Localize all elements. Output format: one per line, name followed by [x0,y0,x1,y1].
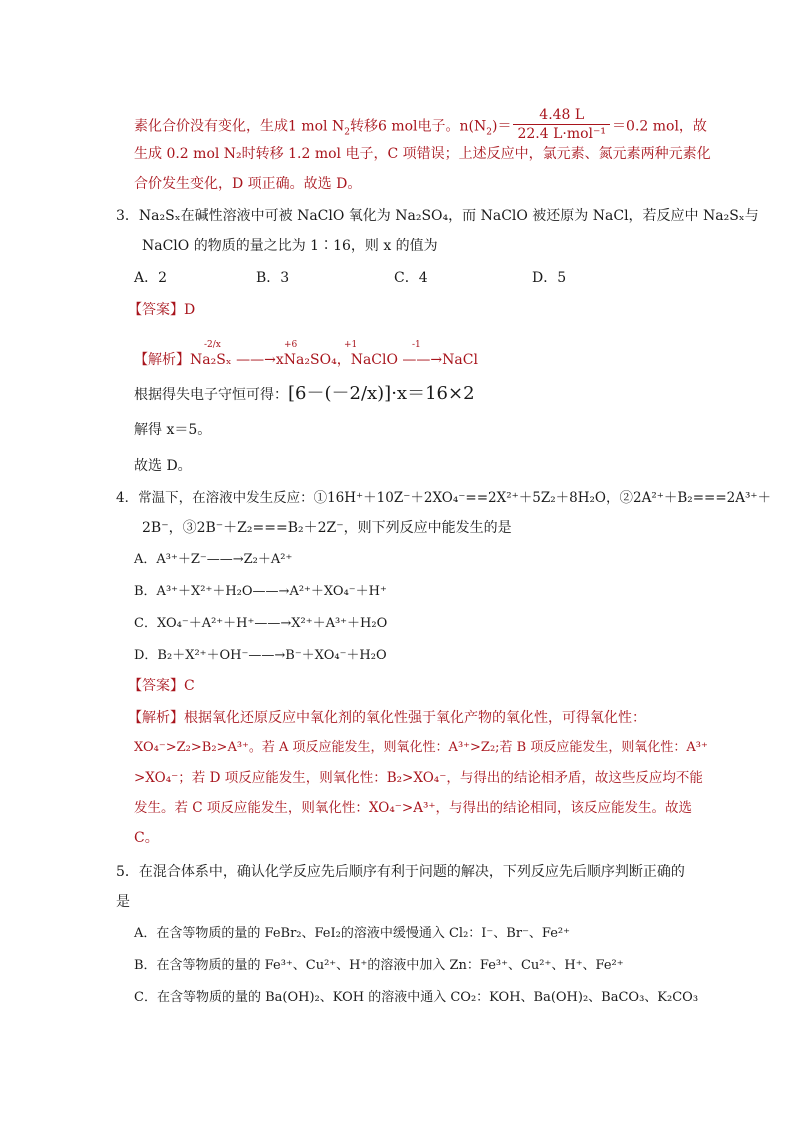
q3-option-c: C．4 [394,270,428,286]
q3-answer [128,300,195,320]
q3-conservation: 根据得失电子守恒可得：[6－(－2/x)]·x＝16×2 [134,383,475,404]
q3-option-d: D．5 [532,270,567,286]
q3-solve: 解得 x＝5。 [134,422,212,438]
q4-option-d: D．B₂＋X²⁺＋OH⁻——→B⁻＋XO₄⁻＋H₂O [134,648,387,663]
q3-option-a: A．2 [134,270,168,286]
q4-option-c: C．XO₄⁻＋A²⁺＋H⁺——→X²⁺＋A³⁺＋H₂O [134,616,388,631]
answer-value: D [184,302,196,318]
analysis-formula: Na₂Sₓ ——→xNa₂SO₄，NaClO ——→NaCl [190,352,478,368]
q3-stem-line2: NaClO 的物质的量之比为 1∶16，则 x 的值为 [142,238,438,254]
q2-analysis-line3: 合价发生变化，D 项正确。故选 D。 [134,176,362,192]
analysis-label: 【解析】 [134,352,190,368]
q4-stem-line1: 4．常温下，在溶液中发生反应：①16H⁺＋10Z⁻＋2XO₄⁻==2X²⁺＋5Z₂＋8H₂O，②2A²⁺＋B₂===2A³⁺＋ [116,490,772,506]
ox-state-cl1: +1 [344,340,358,350]
q2-fraction: $\frac{4.48 L}{\text{22.4 L·mol⁻¹}}$ [513,106,610,143]
ox-state-clm1: -1 [412,340,421,350]
q5-stem-line1: 5．在混合体系中，确认化学反应先后顺序有利于问题的解决，下列反应先后顺序判断正确的 [116,864,685,880]
ox-state-s: -2/x [204,340,221,350]
q5-stem-line2: 是 [116,894,130,910]
q4-option-a: A．A³⁺＋Z⁻——→Z₂＋A²⁺ [134,552,293,567]
q4-analysis-line2: XO₄⁻>Z₂>B₂>A³⁺。若 A 项反应能发生，则氧化性：A³⁺>Z₂;若 B 项反应能发生，则氧化性：A³⁺ [134,740,708,755]
q2-analysis-line1: 素化合价没有变化，生成1 mol $N_2$转移6 mol电子。$n(N_2)=$ $\frac{4.48 L}{\text{22.4 L·mol⁻¹}}$ ＝0.2 mol，故 [134,107,707,142]
analysis-label: 【解析】 [128,710,184,726]
q5-option-c: C．在含等物质的量的 Ba(OH)₂、KOH 的溶液中通入 CO₂：KOH、Ba(OH)₂、BaCO₃、K₂CO₃ [134,990,699,1005]
q3-choose: 故选 D。 [134,458,192,474]
conservation-formula: [6－(－2/x)]·x＝16×2 [288,383,475,404]
q3-option-b: B．3 [256,270,290,286]
q3-stem-line1: 3．Na₂Sₓ在碱性溶液中可被 NaClO 氧化为 Na₂SO₄，而 NaClO 被还原为 NaCl，若反应中 Na₂Sₓ与 [116,208,759,224]
answer-label: 【答案】 [128,678,184,694]
q3-analysis-line [134,350,478,370]
q5-option-b: B．在含等物质的量的 Fe³⁺、Cu²⁺、H⁺的溶液中加入 Zn：Fe³⁺、Cu²⁺、H⁺、Fe²⁺ [134,958,624,973]
q4-stem-line2: 2B⁻，③2B⁻＋Z₂===B₂＋2Z⁻，则下列反应中能发生的是 [142,520,512,536]
q4-analysis-line4: 发生。若 C 项反应能发生，则氧化性：XO₄⁻>A³⁺，与得出的结论相同，该反应能发生。故选 [134,800,692,816]
q4-option-b: B．A³⁺＋X²⁺＋H₂O——→A²⁺＋XO₄⁻＋H⁺ [134,584,387,599]
q4-answer [128,676,195,696]
ox-state-s6: +6 [284,340,298,350]
q4-analysis-line3: >XO₄⁻；若 D 项反应能发生，则氧化性：B₂>XO₄⁻，与得出的结论相矛盾，故这些反应均不能 [134,770,703,786]
answer-value: C [184,678,195,694]
q4-analysis-line5: C。 [134,830,159,846]
q4-analysis-line1: 【解析】根据氧化还原反应中氧化剂的氧化性强于氧化产物的氧化性，可得氧化性： [128,710,646,726]
answer-label: 【答案】 [128,302,184,318]
q5-option-a: A．在含等物质的量的 FeBr₂、FeI₂的溶液中缓慢通入 Cl₂：I⁻、Br⁻、Fe²⁺ [134,926,571,941]
q2-analysis-line2: 生成 0.2 mol N₂时转移 1.2 mol 电子，C 项错误；上述反应中，氯元素、氮元素两种元素化 [134,146,711,162]
